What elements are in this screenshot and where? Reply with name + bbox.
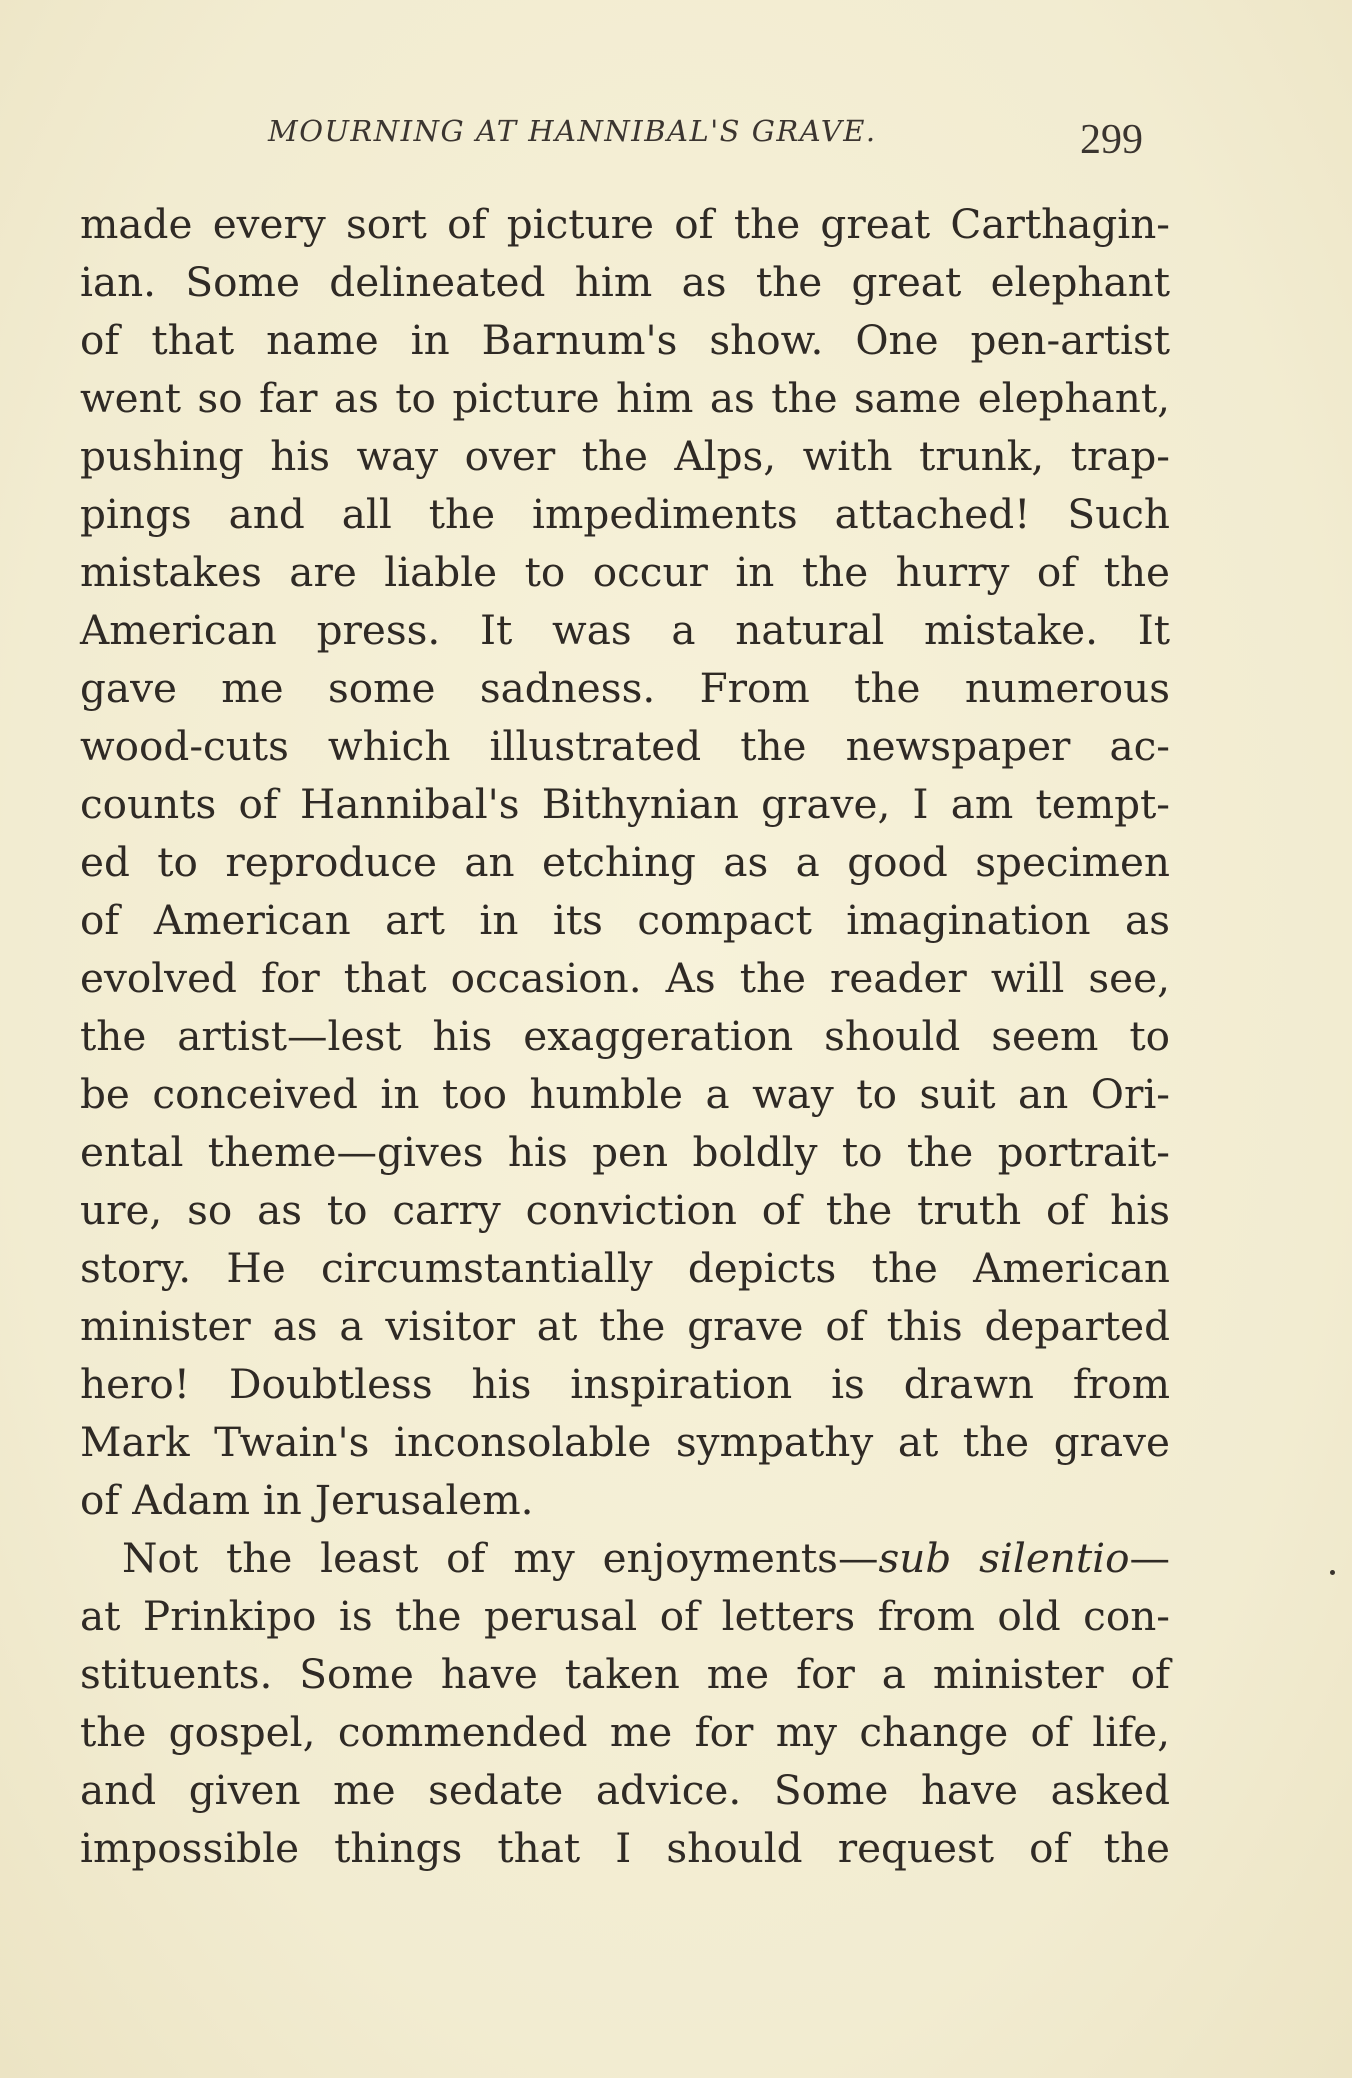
text-line: of that name in Barnum's show. One pen-artist [80,316,1170,364]
text-line: the artist—lest his exaggeration should seem to [80,1012,1170,1060]
text-line: mistakes are liable to occur in the hurry of the [80,548,1170,596]
page-number: 299 [1080,117,1143,163]
text-line: the gospel, commended me for my change of life, [80,1708,1170,1756]
body-text [80,195,1170,1877]
page-header [80,100,1180,163]
text-line: ental theme—gives his pen boldly to the portrait- [80,1128,1170,1176]
text-line: evolved for that occasion. As the reader will see, [80,954,1170,1002]
paragraph-2 [80,1529,1170,1877]
margin-ink-dot [1330,1570,1335,1575]
text-line: be conceived in too humble a way to suit an Ori- [80,1070,1170,1118]
text-line: hero! Doubtless his inspiration is drawn from [80,1360,1170,1408]
text-line: ian. Some delineated him as the great elephant [80,258,1170,306]
paragraph-1 [80,195,1170,1529]
text-line: Mark Twain's inconsolable sympathy at the grave [80,1418,1170,1466]
text-line: American press. It was a natural mistake. It [80,606,1170,654]
text-line: made every sort of picture of the great Carthagin- [80,200,1170,248]
text-run: Not the least of my enjoyments— [122,1534,879,1582]
text-line: went so far as to picture him as the same elephant, [80,374,1170,422]
text-run: — [1129,1534,1170,1582]
text-line: ure, so as to carry conviction of the truth of his [80,1186,1170,1234]
text-line: stituents. Some have taken me for a minister of [80,1650,1170,1698]
text-line: pings and all the impediments attached! Such [80,490,1170,538]
text-line: and given me sedate advice. Some have asked [80,1766,1170,1814]
text-line: wood-cuts which illustrated the newspaper ac- [80,722,1170,770]
text-line: story. He circumstantially depicts the American [80,1244,1170,1292]
text-line: at Prinkipo is the perusal of letters from old con- [80,1592,1170,1640]
text-line-first [80,1529,1170,1587]
text-line: of American art in its compact imagination as [80,896,1170,944]
text-line: ed to reproduce an etching as a good specimen [80,838,1170,886]
text-line: impossible things that I should request of the [80,1824,1170,1872]
text-line: gave me some sadness. From the numerous [80,664,1170,712]
text-line: minister as a visitor at the grave of this departed [80,1302,1170,1350]
running-head: MOURNING AT HANNIBAL'S GRAVE. [268,114,877,148]
text-line: counts of Hannibal's Bithynian grave, I am tempt- [80,780,1170,828]
text-line: pushing his way over the Alps, with trunk, trap- [80,432,1170,480]
italic-phrase: sub silentio [878,1534,1130,1582]
text-line: of Adam in Jerusalem. [80,1476,534,1524]
